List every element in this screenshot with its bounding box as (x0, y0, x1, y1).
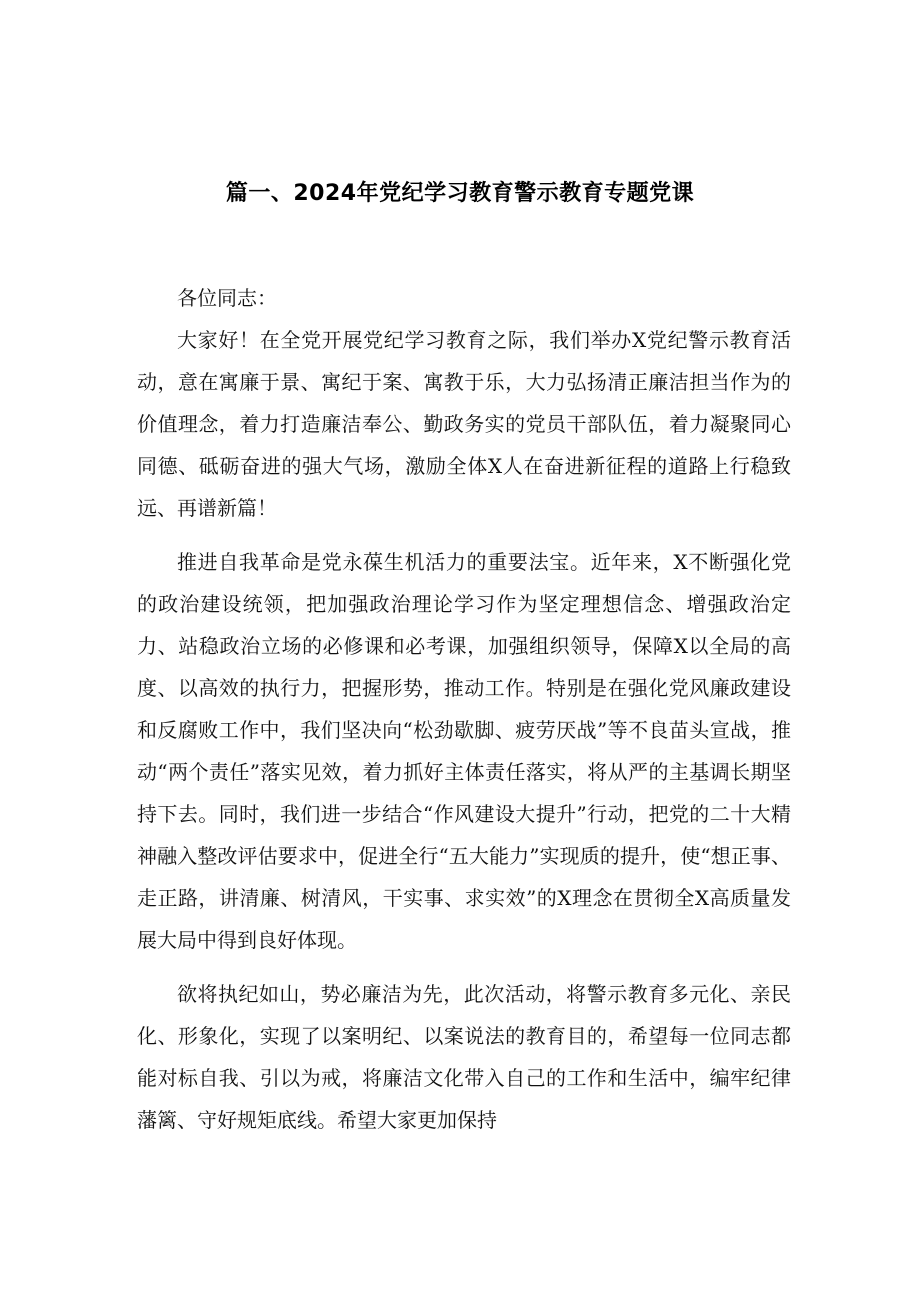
paragraph-3: 欲将执纪如山，势必廉洁为先，此次活动，将警示教育多元化、亲民化、形象化，实现了以案明纪、以案说法的教育目的，希望每一位同志都能对标自我、引以为戒，将廉洁文化带入自己的工作和生活中，编牢纪律藩篱、守好规矩底线。希望大家更加保持 (137, 982, 791, 1132)
salutation: 各位同志： (177, 286, 277, 310)
document-title: 篇一、2024年党纪学习教育警示教育专题党课 (225, 181, 695, 206)
document-body (137, 277, 791, 1141)
paragraph-1: 大家好！在全党开展党纪学习教育之际，我们举办X党纪警示教育活动，意在寓廉于景、寓纪于案、寓教于乐，大力弘扬清正廉洁担当作为的价值理念，着力打造廉洁奉公、勤政务实的党员干部队伍，着力凝聚同心同德、砥砺奋进的强大气场，激励全体X人在奋进新征程的道路上行稳致远、再谱新篇！ (137, 328, 791, 520)
paragraph-2: 推进自我革命是党永葆生机活力的重要法宝。近年来，X不断强化党的政治建设统领，把加强政治理论学习作为坚定理想信念、增强政治定力、站稳政治立场的必修课和必考课，加强组织领导，保障X以全局的高度、以高效的执行力，把握形势，推动工作。特别是在强化党风廉政建设和反腐败工作中，我们坚决向“松劲歇脚、疲劳厌战”等不良苗头宣战，推动“两个责任”落实见效，着力抓好主体责任落实，将从严的主基调长期坚持下去。同时，我们进一步结合“作风建设大提升”行动，把党的二十大精神融入整改评估要求中，促进全行“五大能力”实现质的提升，使“想正事、走正路，讲清廉、树清风，干实事、求实效”的X理念在贯彻全X高质量发展大局中得到良好体现。 (137, 550, 791, 952)
